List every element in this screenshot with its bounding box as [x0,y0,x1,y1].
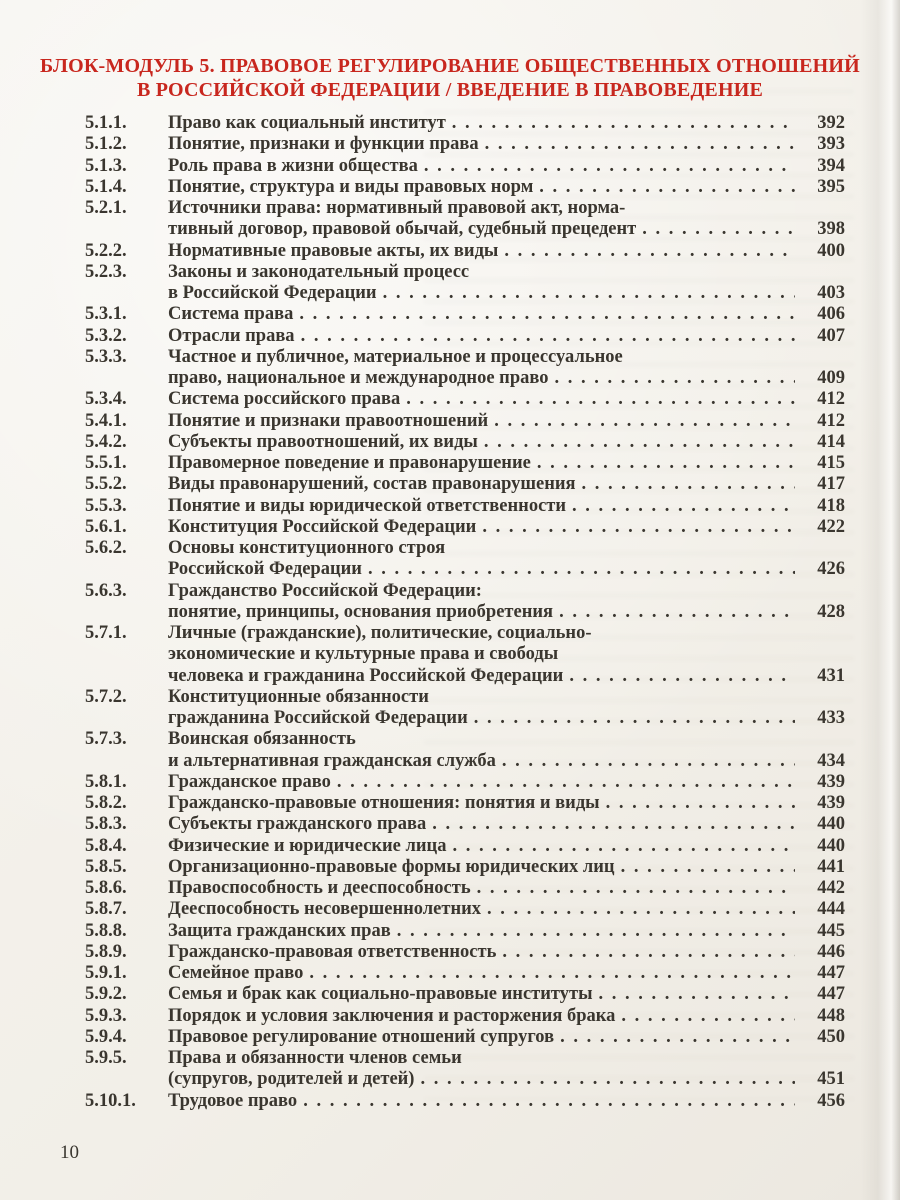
toc-entry-title: Понятие, структура и виды правовых норм [168,176,534,197]
toc-entry-title: Основы конституционного строя [168,538,446,558]
toc-entry-page: 426 [817,559,845,580]
toc-entry-title: Личные (гражданские), политические, социально- [168,623,592,643]
toc-entry-page: 446 [817,941,845,962]
toc-entry-number: 5.3.1. [85,304,127,325]
toc-leader-dots [452,113,795,134]
toc-entry-number: 5.6.2. [85,538,127,558]
toc-row [85,304,845,325]
toc-entry-page: 456 [817,1090,845,1111]
toc-entry-title: Правоспособность и дееспособность [168,878,471,898]
toc-row [85,623,845,644]
toc-entry-page: 406 [817,304,845,325]
toc-entry-page: 445 [817,920,845,941]
toc-entry-page: 409 [817,368,845,388]
toc-leader-dots [452,836,795,857]
toc-entry-title: понятие, принципы, основания приобретения [168,601,554,622]
toc-entry-title: Правовое регулирование отношений супругов [168,1026,555,1047]
toc-row [85,559,845,580]
toc-leader-dots [621,1006,795,1027]
section-heading-line1: БЛОК-МОДУЛЬ 5. ПРАВОВОЕ РЕГУЛИРОВАНИЕ ОБЩЕСТВЕННЫХ ОТНОШЕНИЙ [40,55,860,77]
toc-entry-page: 440 [817,814,845,835]
toc-leader-dots [554,368,795,389]
toc-entry-number: 5.5.2. [85,474,127,495]
toc-entry-page: 395 [817,176,845,197]
toc-entry-number: 5.8.7. [85,899,127,920]
toc-entry-title: Система российского права [168,389,401,410]
toc-leader-dots [406,389,795,410]
toc-entry-title: Семейное право [168,963,304,983]
toc-leader-dots [502,942,795,963]
toc-entry-title: Дееспособность несовершеннолетних [168,899,482,920]
toc-row [85,687,845,708]
toc-entry-page: 439 [817,771,845,792]
toc-row [85,134,845,155]
toc-entry-page: 440 [817,835,845,856]
toc-leader-dots [599,984,795,1005]
toc-entry-number: 5.5.1. [85,453,127,473]
toc-entry-page: 415 [817,453,845,473]
toc-entry-number: 5.8.2. [85,793,127,813]
toc-leader-dots [502,751,795,772]
toc-entry-title: тивный договор, правовой обычай, судебный прецедент [168,219,637,240]
toc-row [85,814,845,835]
toc-entry-page: 412 [817,389,845,410]
toc-entry-title: Виды правонарушений, состав правонарушения [168,474,576,495]
toc-entry-title: Трудовое право [168,1090,298,1111]
toc-entry-number: 5.9.2. [85,984,127,1005]
toc-entry-number: 5.7.2. [85,686,127,707]
page-number: 10 [60,1142,79,1163]
toc-leader-dots [572,496,795,517]
toc-row [85,942,845,963]
toc-leader-dots [560,1027,795,1048]
toc-entry-number: 5.9.4. [85,1026,127,1047]
section-heading [0,0,900,102]
toc-leader-dots [424,156,795,177]
toc-entry-page: 447 [817,984,845,1005]
toc-entry-number: 5.2.1. [85,198,127,218]
toc-entry-page: 448 [817,1005,845,1026]
toc-entry-title: Физические и юридические лица [168,835,447,856]
toc-row [85,857,845,878]
toc-entry-page: 441 [817,856,845,877]
toc-entry-number: 5.4.2. [85,431,127,452]
toc-entry-title: Гражданско-правовая ответственность [168,941,497,962]
toc-row [85,793,845,814]
toc-leader-dots [301,326,795,347]
toc-entry-number: 5.9.1. [85,963,127,983]
toc-row [85,921,845,942]
toc-entry-title: и альтернативная гражданская служба [168,750,496,771]
toc-leader-dots [559,602,795,623]
toc-entry-number: 5.3.2. [85,325,127,346]
toc-row [85,1091,845,1112]
toc-entry-number: 5.3.3. [85,346,127,367]
toc-entry-number: 5.2.3. [85,261,127,282]
toc-entry-page: 418 [817,495,845,516]
toc-entry-number: 5.8.5. [85,856,127,877]
toc-entry-number: 5.8.1. [85,771,127,792]
toc-entry-title: Защита гражданских прав [168,920,391,941]
toc-leader-dots [487,899,795,920]
toc-entry-title: Конституционные обязанности [168,686,429,707]
toc-entry-title: Субъекты правоотношений, их виды [168,431,478,452]
toc-entry-number: 5.4.1. [85,410,127,431]
toc-leader-dots [337,772,795,793]
toc-row [85,368,845,389]
toc-row [85,326,845,347]
toc-leader-dots [582,474,795,495]
toc-entry-title: Гражданское право [168,771,331,792]
toc-entry-title: экономические и культурные права и свободы [168,644,559,665]
toc-row [85,644,845,665]
toc-leader-dots [303,1091,795,1112]
toc-entry-number: 5.8.3. [85,814,127,835]
toc-entry-title: Источники права: нормативный правовой акт, норма- [168,198,626,218]
toc-entry-title: Гражданско-правовые отношения: понятия и виды [168,793,600,813]
toc-entry-page: 431 [817,665,845,686]
toc-entry-number: 5.8.6. [85,878,127,898]
toc-entry-title: Правомерное поведение и правонарушение [168,453,531,473]
toc-leader-dots [485,134,795,155]
toc-row [85,1048,845,1069]
toc-row [85,411,845,432]
toc-leader-dots [537,453,795,474]
page-curl-shadow [860,0,900,1200]
toc-row [85,198,845,219]
toc-row [85,708,845,729]
toc-leader-dots [606,793,795,814]
toc-row [85,899,845,920]
toc-entry-page: 394 [817,155,845,176]
toc-entry-title: Гражданство Российской Федерации: [168,580,482,601]
toc-leader-dots [642,219,795,240]
toc-row [85,1027,845,1048]
toc-entry-title: Семья и брак как социально-правовые институты [168,984,593,1005]
toc-entry-page: 398 [817,219,845,240]
toc-row [85,156,845,177]
toc-entry-number: 5.10.1. [85,1090,136,1111]
toc-entry-page: 403 [817,283,845,303]
toc-entry-page: 414 [817,431,845,452]
section-heading-line2: В РОССИЙСКОЙ ФЕДЕРАЦИИ / ВВЕДЕНИЕ В ПРАВОВЕДЕНИЕ [136,79,764,101]
toc-leader-dots [539,177,795,198]
toc-entry-title: Роль права в жизни общества [168,155,418,176]
toc-entry-number: 5.7.3. [85,729,127,750]
toc-row [85,177,845,198]
toc-row [85,836,845,857]
toc-entry-page: 450 [817,1026,845,1047]
toc-entry-number: 5.1.3. [85,155,127,176]
toc-row [85,496,845,517]
toc-entry-page: 434 [817,750,845,771]
toc-entry-page: 433 [817,708,845,728]
toc-row [85,347,845,368]
toc-entry-page: 412 [817,410,845,431]
toc-entry-number: 5.7.1. [85,623,127,643]
toc-entry-page: 422 [817,516,845,537]
toc-leader-dots [420,1069,795,1090]
toc-row [85,581,845,602]
toc-row [85,729,845,750]
toc-entry-page: 393 [817,134,845,155]
toc-row [85,602,845,623]
toc-entry-page: 442 [817,878,845,898]
toc-entry-title: Система права [168,304,294,325]
toc-entry-page: 439 [817,793,845,813]
toc-entry-page: 444 [817,899,845,920]
toc-entry-page: 447 [817,963,845,983]
toc-entry-number: 5.5.3. [85,495,127,516]
toc-row [85,878,845,899]
toc-row [85,751,845,772]
toc-leader-dots [569,666,795,687]
toc-entry-number: 5.9.3. [85,1005,127,1026]
toc-entry-title: гражданина Российской Федерации [168,708,468,728]
toc-leader-dots [383,283,795,304]
toc-entry-title: (супругов, родителей и детей) [168,1069,415,1090]
toc-entry-page: 392 [817,113,845,133]
toc-entry-title: Воинская обязанность [168,729,356,750]
toc-entry-title: Организационно-правовые формы юридических лиц [168,856,615,877]
toc-row [85,666,845,687]
toc-entry-number: 5.1.2. [85,134,127,155]
toc-leader-dots [621,857,795,878]
toc-entry-title: Понятие и виды юридической ответственности [168,495,567,516]
toc-entry-number: 5.8.8. [85,920,127,941]
toc-entry-number: 5.8.9. [85,941,127,962]
toc-entry-page: 451 [817,1069,845,1090]
toc-leader-dots [477,878,795,899]
toc-leader-dots [474,708,795,729]
toc-entry-title: Законы и законодательный процесс [168,261,470,282]
toc-entry-title: право, национальное и международное право [168,368,549,388]
toc-row [85,241,845,262]
toc-row [85,389,845,410]
toc-entry-title: Нормативные правовые акты, их виды [168,240,499,261]
toc-entry-title: Субъекты гражданского права [168,814,427,835]
toc-row [85,113,845,134]
toc-row [85,1006,845,1027]
toc-leader-dots [482,517,795,538]
toc-row [85,474,845,495]
toc-list [85,113,845,1112]
toc-entry-title: человека и гражданина Российской Федерации [168,665,564,686]
toc-entry-number: 5.2.2. [85,240,127,261]
toc-entry-number: 5.1.4. [85,176,127,197]
toc-entry-title: Право как социальный институт [168,113,446,133]
toc-row [85,219,845,240]
toc-entry-page: 407 [817,325,845,346]
toc-entry-number: 5.8.4. [85,835,127,856]
toc-entry-title: Российской Федерации [168,559,362,580]
toc-leader-dots [504,241,795,262]
toc-leader-dots [299,304,795,325]
toc-entry-title: Конституция Российской Федерации [168,516,477,537]
toc-row [85,517,845,538]
toc-leader-dots [432,814,795,835]
toc-leader-dots [368,559,795,580]
toc-row [85,1069,845,1090]
toc-entry-title: Частное и публичное, материальное и процессуальное [168,346,623,367]
toc-entry-title: в Российской Федерации [168,283,377,303]
toc-entry-number: 5.9.5. [85,1048,127,1068]
toc-entry-title: Понятие, признаки и функции права [168,134,479,155]
toc-entry-page: 428 [817,601,845,622]
toc-row [85,984,845,1005]
toc-entry-number: 5.6.3. [85,580,127,601]
toc-entry-title: Понятие и признаки правоотношений [168,410,489,431]
toc-row [85,963,845,984]
toc-entry-title: Отрасли права [168,325,295,346]
toc-entry-number: 5.1.1. [85,113,127,133]
toc-leader-dots [309,963,795,984]
toc-row [85,262,845,283]
toc-leader-dots [397,921,795,942]
toc-entry-page: 400 [817,240,845,261]
toc-leader-dots [494,411,795,432]
toc-entry-page: 417 [817,474,845,495]
toc-leader-dots [484,432,795,453]
toc-row [85,453,845,474]
toc-row [85,538,845,559]
toc-entry-number: 5.3.4. [85,389,127,410]
toc-row [85,772,845,793]
toc-row [85,283,845,304]
toc-row [85,432,845,453]
toc-entry-title: Права и обязанности членов семьи [168,1048,462,1068]
toc-entry-number: 5.6.1. [85,516,127,537]
toc-entry-title: Порядок и условия заключения и расторжения брака [168,1005,616,1026]
